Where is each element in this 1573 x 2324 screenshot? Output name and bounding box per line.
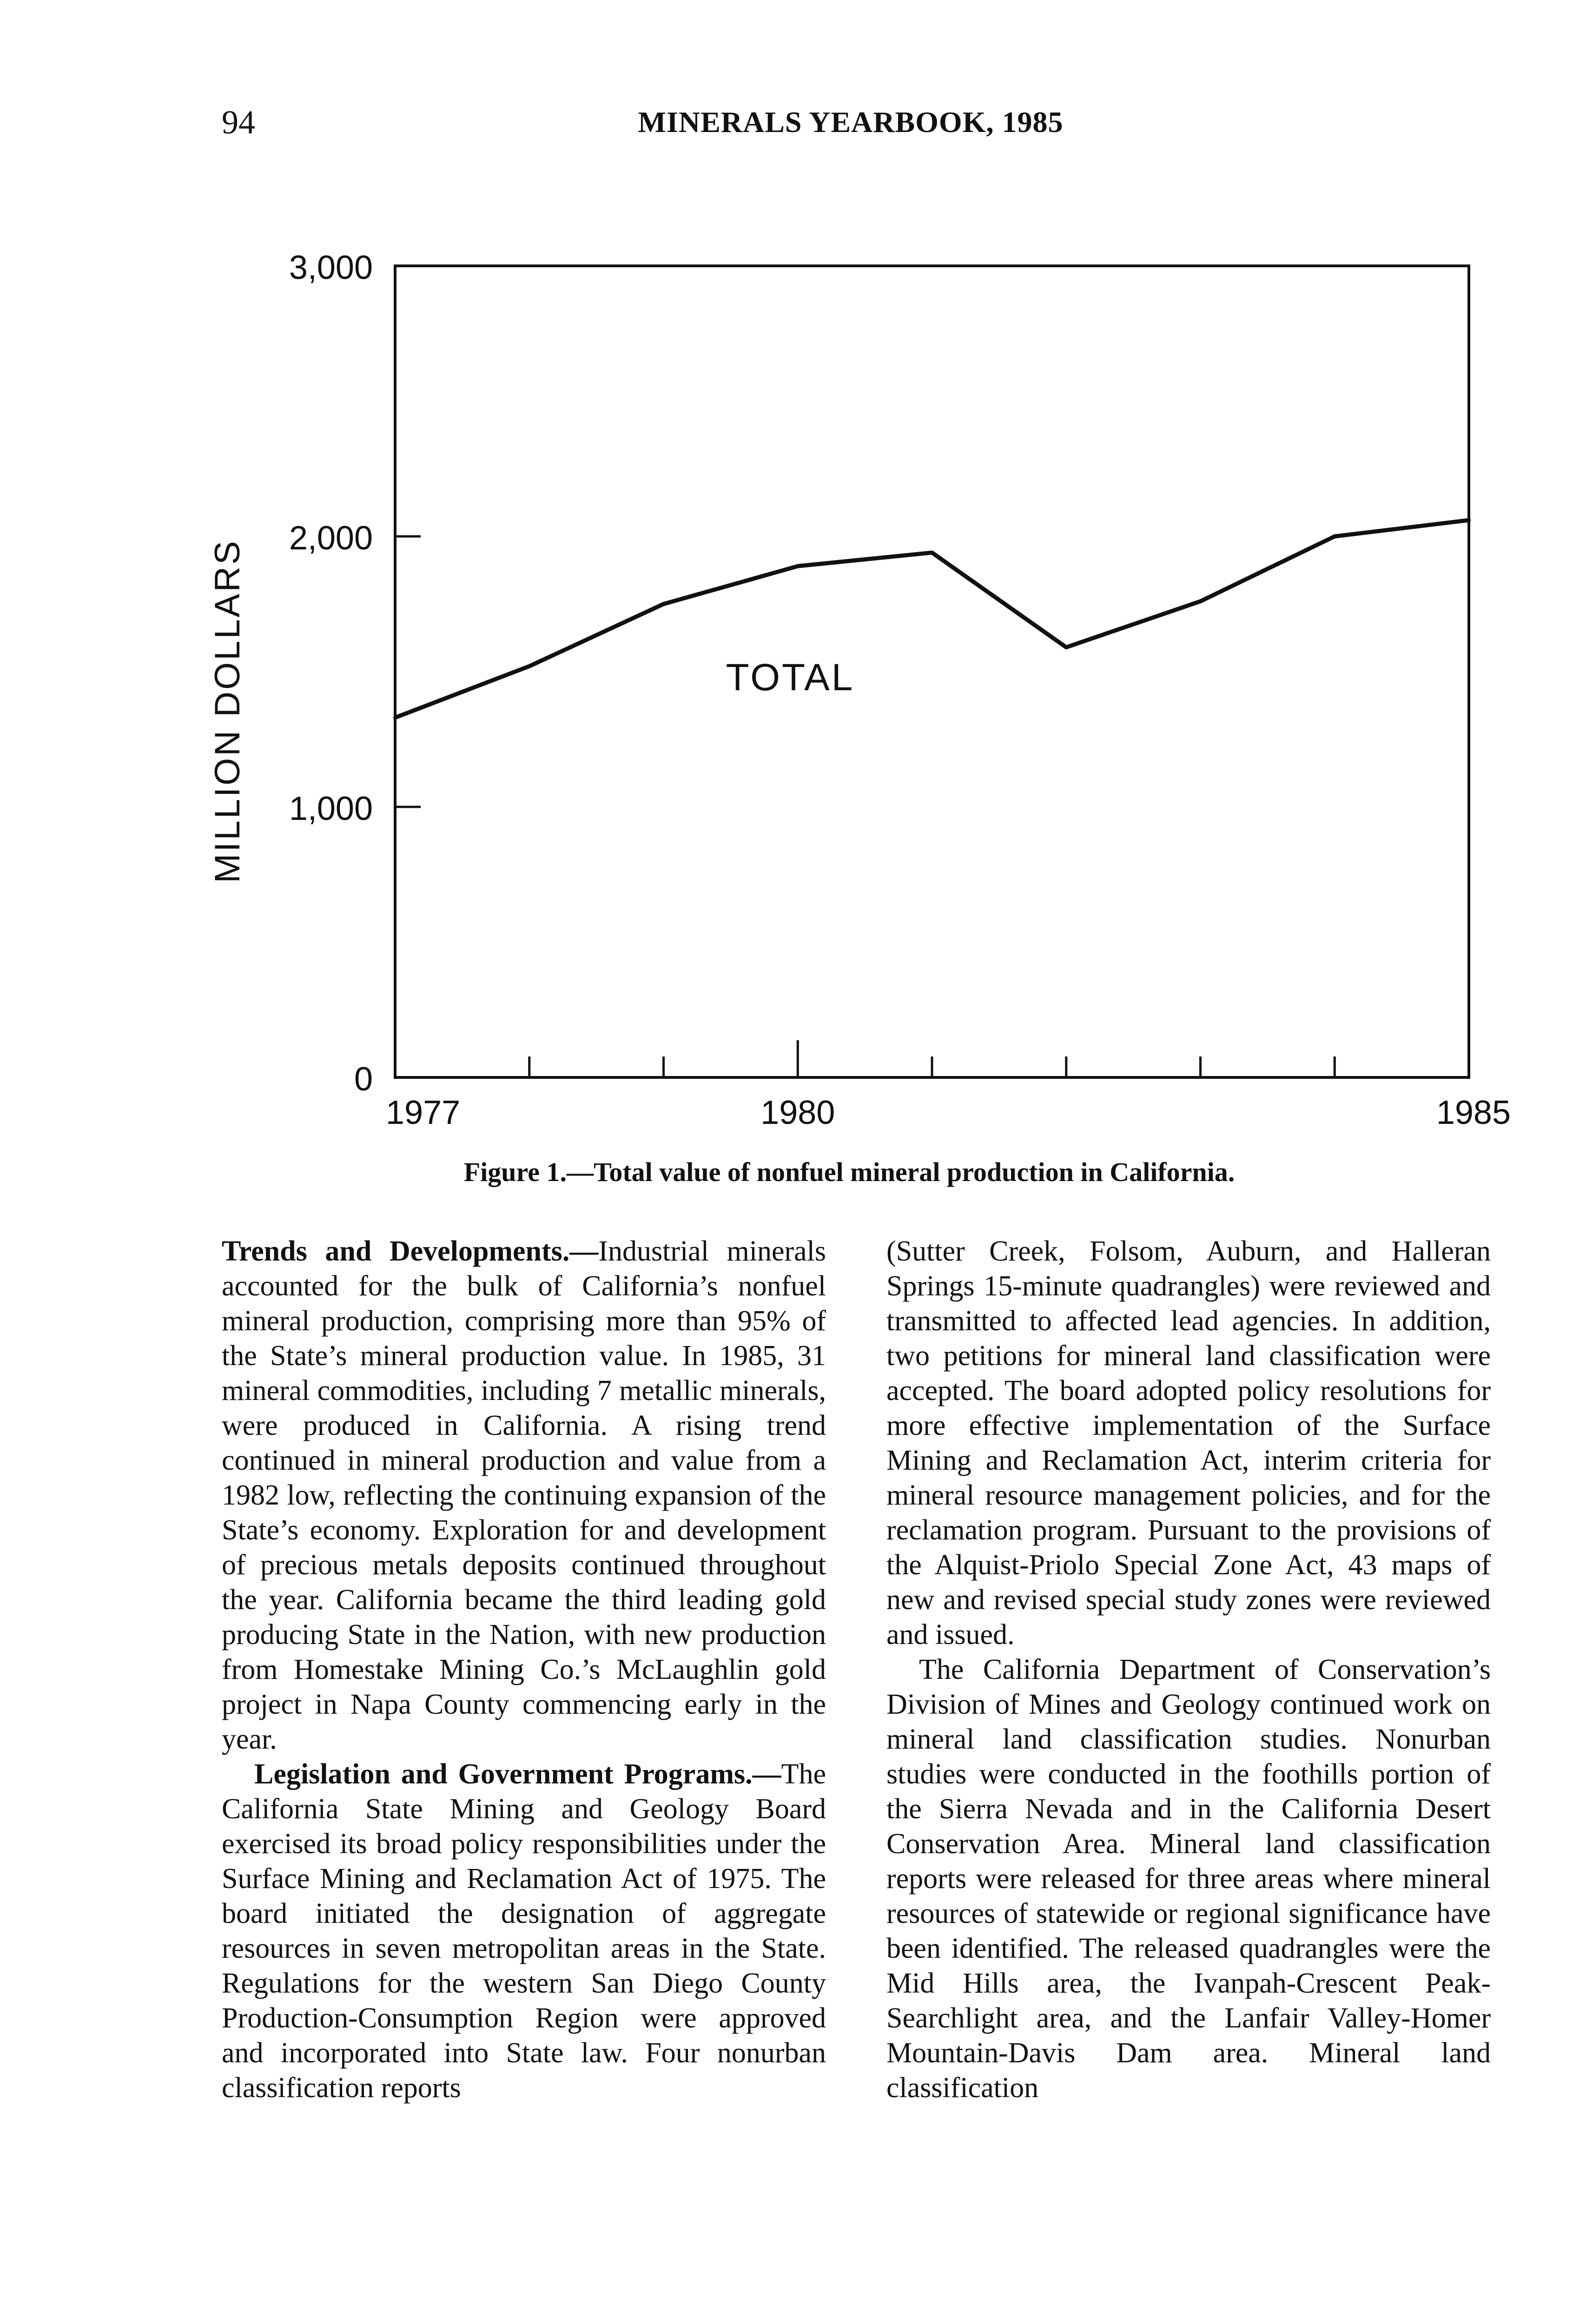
series-layer xyxy=(393,518,1471,720)
y-tick-label: 1,000 xyxy=(289,790,373,827)
y-ticks xyxy=(289,249,421,1098)
paragraph-trends xyxy=(222,1234,826,1757)
data-point xyxy=(1333,535,1336,538)
data-point xyxy=(1199,600,1203,603)
data-point xyxy=(930,551,934,555)
x-tick-label: 1980 xyxy=(760,1094,835,1131)
left-column xyxy=(222,1234,826,2106)
y-axis-label: MILLION DOLLARS xyxy=(208,539,247,883)
y-tick-label: 3,000 xyxy=(289,249,373,286)
plot-frame xyxy=(395,266,1469,1077)
data-point xyxy=(662,602,666,606)
figure-caption: Figure 1.—Total value of nonfuel mineral production in California. xyxy=(463,1157,1235,1187)
paragraph-division-mines: The California Department of Conservation’s Division of Mines and Geology continued work on mineral land classification studies. Nonurban studies were conducted in the foothills portion of the Sierra Nevada and in the California Desert Conservation Area. Mineral land classification reports were released for three areas where mineral resources of statewide or regional significance have been identified. The released quadrangles were the Mid Hills area, the Ivanpah-Crescent Peak-Searchlight area, and the Lanfair Valley-Homer Mountain-Davis Dam area. Mineral land classification xyxy=(886,1654,1491,2104)
y-tick-label: 2,000 xyxy=(289,520,373,557)
page-number: 94 xyxy=(222,104,255,141)
data-point xyxy=(393,716,397,720)
paragraph-continued: (Sutter Creek, Folsom, Auburn, and Halleran Springs 15-minute quadrangles) were reviewed and transmitted to affected lead agencies. In addition, two petitions for mineral land classification were accepted. The board adopted policy resolutions for more effective implementation of the Surface Mining and Reclamation Act, interim criteria for mineral resource management policies, and for the reclamation program. Pursuant to the provisions of the Alquist-Priolo Special Zone Act, 43 maps of new and revised special study zones were reviewed and issued. xyxy=(886,1235,1491,1651)
line-chart xyxy=(177,232,1534,1153)
paragraph-trends-text: Industrial minerals accounted for the bulk of California’s nonfuel mineral production, comprising more than 95% of the State’s mineral production value. In 1985, 31 mineral commodities, including 7 metallic minerals, were produced in California. A rising trend continued in mineral production and value from a 1982 low, reflecting the continuing expansion of the State’s economy. Exploration for and development of precious metals deposits continued throughout the year. California became the third leading gold producing State in the Nation, with new production from Homestake Mining Co.’s McLaughlin gold project in Napa County commencing early in the year. xyxy=(222,1235,826,1755)
chart-axes xyxy=(395,266,1469,1077)
x-tick-label: 1985 xyxy=(1436,1094,1511,1131)
y-tick-label: 0 xyxy=(354,1061,373,1098)
heading-trends: Trends and Developments.— xyxy=(222,1235,599,1267)
data-point xyxy=(796,564,800,568)
heading-legislation: Legislation and Government Programs.— xyxy=(254,1758,781,1790)
data-point xyxy=(1064,646,1068,649)
running-title: MINERALS YEARBOOK, 1985 xyxy=(638,106,1064,139)
series-line-total xyxy=(395,520,1469,718)
data-point xyxy=(528,664,531,668)
x-ticks xyxy=(386,1040,1511,1131)
x-tick-label: 1977 xyxy=(386,1094,461,1131)
data-point xyxy=(1467,518,1471,522)
right-column xyxy=(886,1234,1491,2106)
paragraph-legislation-text: The California State Mining and Geology Board exercised its broad policy responsibilities under the Surface Mining and Reclamation Act of 1975. The board initiated the designation of aggregate resources in seven metropolitan areas in the State. Regulations for the western San Diego County Production-Consumption Region were approved and incorporated into State law. Four nonurban classification reports xyxy=(222,1758,826,2104)
paragraph-legislation xyxy=(222,1757,826,2106)
series-label-total: TOTAL xyxy=(726,656,855,699)
